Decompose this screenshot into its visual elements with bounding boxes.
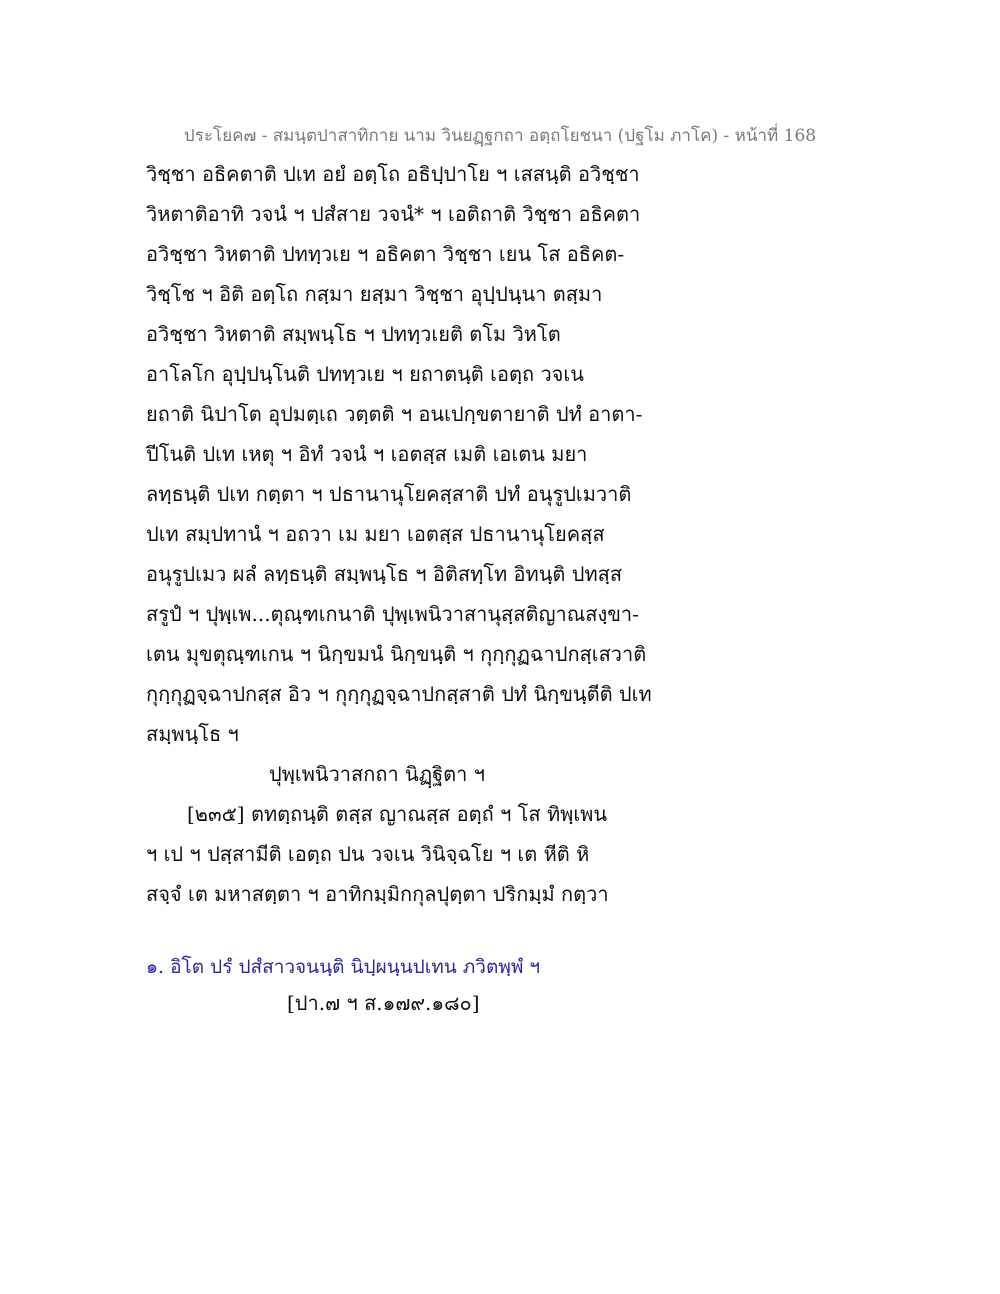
text-line: อวิชฺชา วิหตาติ สมฺพนฺโธ ฯ ปททฺวเยติ ตโม วิหโต (146, 322, 561, 346)
paragraph-first-line: [๒๓๕] ตทตฺถนฺติ ตสฺส ญาณสฺส อตฺถํ ฯ โส ทิพฺเพน (187, 802, 608, 826)
text-line: ปเท สมฺปทานํ ฯ อถวา เม มยา เอตสฺส ปธานานุโยคสฺส (146, 522, 605, 546)
text-line: ฯ เป ฯ ปสฺสามีติ เอตฺถ ปน วจเน วินิจฺฉโย ฯ เต หีติ หิ (146, 842, 590, 866)
text-line: วิหตาติอาทิ วจนํ ฯ ปสํสาย วจนํ* ฯ เอติถาติ วิชฺชา อธิคตา (146, 202, 641, 226)
footnote: ๑. อิโต ปรํ ปสํสาวจนนฺติ นิปฺผนฺนปเทน ภวิตพฺพํ ฯ (146, 956, 541, 978)
text-line: สรูปํ ฯ ปุพฺเพ...ตุณฺฑเกนาติ ปุพฺเพนิวาสานุสฺสติญาณสงฺขา- (146, 602, 639, 626)
text-line: สจฺจํ เต มหาสตฺตา ฯ อาทิกมฺมิกกุลปุตฺตา ปริกมฺมํ กตฺวา (146, 882, 609, 906)
text-line: เตน มุขตุณฺฑเกน ฯ นิกฺขมนํ นิกฺขนฺติ ฯ กุกฺกุฏฉาปกสฺเสวาติ (146, 642, 647, 666)
text-line: กุกฺกุฏจฺฉาปกสฺส อิว ฯ กุกฺกุฏจฺฉาปกสฺสาติ ปทํ นิกฺขนฺตีติ ปเท (146, 682, 652, 706)
text-line: วิชฺโช ฯ อิติ อตฺโถ กสฺมา ยสฺมา วิชฺชา อุปฺปนฺนา ตสฺมา (146, 282, 603, 306)
page-reference: [ปา.๗ ฯ ส.๑๗๙.๑๘๐] (287, 991, 480, 1015)
body-text (146, 158, 866, 918)
text-line: อวิชฺชา วิหตาติ ปททฺวเย ฯ อธิคตา วิชฺชา เยน โส อธิคต- (146, 242, 625, 266)
section-title: ปุพฺเพนิวาสกถา นิฏฺฐิตา ฯ (269, 762, 485, 786)
page-header: ประโยค๗ - สมนฺตปาสาทิกาย นาม วินยฏฺฐกถา อตฺถโยชนา (ปฐโม ภาโค) - หน้าที่ 168 (183, 126, 817, 146)
text-line: ลทฺธนฺติ ปเท กตฺตา ฯ ปธานานุโยคสฺสาติ ปทํ อนุรูปเมวาติ (146, 482, 632, 506)
text-line: อาโลโก อุปฺปนฺโนติ ปททฺวเย ฯ ยถาตนฺติ เอตฺถ วจเน (146, 362, 584, 386)
text-line: อนุรูปเมว ผลํ ลทฺธนฺติ สมฺพนฺโธ ฯ อิติสทฺโท อิทนฺติ ปทสฺส (146, 562, 623, 586)
text-line: สมฺพนฺโธ ฯ (146, 722, 239, 746)
text-line: วิชฺชา อธิคตาติ ปเท อยํ อตฺโถ อธิปฺปาโย ฯ เสสนฺติ อวิชฺชา (146, 162, 640, 186)
text-line: ปีโนติ ปเท เหตุ ฯ อิทํ วจนํ ฯ เอตสฺส เมติ เอเตน มยา (146, 442, 588, 466)
text-line: ยถาติ นิปาโต อุปมตฺเถ วตฺตติ ฯ อนเปกฺขตายาติ ปทํ อาตา- (146, 402, 643, 426)
